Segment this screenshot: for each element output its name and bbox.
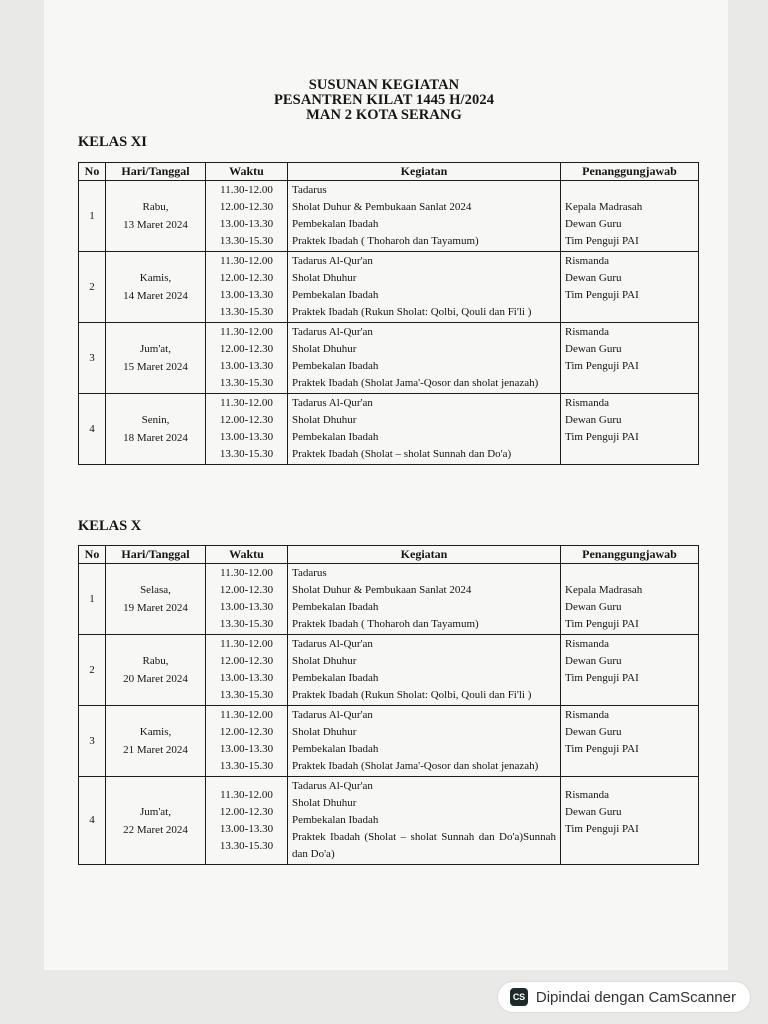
day-date-cell: [106, 564, 206, 635]
header-hari-tanggal: Hari/Tanggal: [106, 163, 206, 181]
time-cell: [206, 181, 288, 252]
time-slot: 11.30-12.00: [220, 255, 273, 267]
row-number: 3: [79, 706, 106, 777]
time-slot: 13.00-13.30: [219, 431, 274, 443]
time-cell: [206, 323, 288, 394]
activity-cell: [288, 252, 561, 323]
activity-item: Praktek Ibadah (Sholat – sholat Sunnah dan Do'a): [292, 448, 512, 460]
activity-item: Sholat Duhur & Pembukaan Sanlat 2024: [292, 201, 472, 213]
header-hari-tanggal: Hari/Tanggal: [106, 546, 206, 564]
activity-item: Sholat Dhuhur: [292, 655, 357, 667]
day-name: Rabu,: [142, 655, 169, 667]
time-cell: [206, 777, 288, 865]
activity-item: Tadarus Al-Qur'an: [292, 255, 373, 267]
activity-item: Praktek Ibadah (Sholat Jama'-Qosor dan sholat jenazah): [292, 760, 539, 772]
date-text: 20 Maret 2024: [123, 673, 188, 685]
header-waktu: Waktu: [206, 546, 288, 564]
pic-item: [565, 565, 694, 582]
time-slot: 12.00-12.30: [219, 201, 274, 213]
day-date-cell: [106, 635, 206, 706]
day-date-cell: [106, 394, 206, 465]
time-slot: 11.30-12.00: [220, 184, 273, 196]
time-slot: 11.30-12.00: [220, 326, 273, 338]
activity-item: Tadarus: [292, 184, 327, 196]
pic-item: [565, 375, 694, 392]
schedule-table-kelas-xi: [78, 162, 699, 465]
row-number: 2: [79, 635, 106, 706]
activity-cell: [288, 777, 561, 865]
activity-item: Sholat Dhuhur: [292, 272, 357, 284]
title-line-2: PESANTREN KILAT 1445 H/2024: [273, 92, 495, 108]
activity-item: Praktek Ibadah (Sholat Jama'-Qosor dan sholat jenazah): [292, 377, 539, 389]
activity-item: Sholat Dhuhur: [292, 343, 357, 355]
time-slot: 11.30-12.00: [220, 788, 273, 801]
pic-item: [565, 758, 694, 775]
time-slot: 13.30-15.30: [219, 448, 274, 460]
pic-item: Dewan Guru: [565, 655, 622, 667]
day-date-cell: [106, 777, 206, 865]
date-text: 18 Maret 2024: [123, 432, 188, 444]
row-number: 3: [79, 323, 106, 394]
document-title: [0, 78, 768, 123]
date-text: 19 Maret 2024: [123, 602, 188, 614]
pic-item: Dewan Guru: [565, 414, 622, 426]
header-kegiatan: Kegiatan: [288, 546, 561, 564]
title-line-1: SUSUNAN KEGIATAN: [308, 77, 460, 93]
section-label-kelas-xi: KELAS XI: [78, 134, 147, 150]
table-row: [79, 323, 699, 394]
header-penanggungjawab: Penanggungjawab: [561, 163, 699, 181]
header-no: No: [79, 546, 106, 564]
time-cell: [206, 635, 288, 706]
row-number: 2: [79, 252, 106, 323]
pic-item: [565, 838, 694, 855]
table-row: [79, 394, 699, 465]
title-line-3: MAN 2 KOTA SERANG: [306, 107, 462, 123]
pic-item: Tim Penguji PAI: [565, 235, 639, 247]
row-number: 1: [79, 181, 106, 252]
row-number: 4: [79, 777, 106, 865]
table-row: [79, 181, 699, 252]
table-row: [79, 564, 699, 635]
day-name: Kamis,: [139, 272, 172, 284]
table-header-row: [79, 546, 699, 564]
activity-item: Praktek Ibadah (Sholat – sholat Sunnah dan Do'a)Sunnah dan Do'a): [292, 831, 556, 860]
pic-item: Dewan Guru: [565, 601, 622, 613]
time-cell: [206, 252, 288, 323]
date-text: 15 Maret 2024: [123, 361, 188, 373]
activity-item: Pembekalan Ibadah: [292, 431, 379, 443]
pic-item: Tim Penguji PAI: [565, 672, 639, 684]
activity-cell: [288, 181, 561, 252]
time-slot: 11.30-12.00: [220, 638, 273, 650]
activity-item: Tadarus Al-Qur'an: [292, 326, 373, 338]
pic-item: Kepala Madrasah: [565, 584, 643, 596]
day-date-cell: [106, 181, 206, 252]
day-date-cell: [106, 323, 206, 394]
time-slot: 13.30-15.30: [219, 235, 274, 247]
pic-item: Kepala Madrasah: [565, 201, 643, 213]
time-slot: 13.30-15.30: [219, 760, 274, 772]
time-slot: 13.00-13.30: [219, 822, 274, 835]
time-slot: 13.30-15.30: [219, 306, 274, 318]
time-slot: 13.30-15.30: [219, 377, 274, 389]
date-text: 13 Maret 2024: [123, 219, 188, 231]
pic-item: Dewan Guru: [565, 343, 622, 355]
activity-item: Tadarus: [292, 567, 327, 579]
pic-cell: [561, 394, 699, 465]
activity-item: Tadarus Al-Qur'an: [292, 397, 373, 409]
table-row: [79, 252, 699, 323]
activity-item: Pembekalan Ibadah: [292, 218, 379, 230]
activity-cell: [288, 394, 561, 465]
pic-cell: [561, 252, 699, 323]
date-text: 14 Maret 2024: [123, 290, 188, 302]
time-slot: 13.30-15.30: [219, 618, 274, 630]
time-cell: [206, 564, 288, 635]
camscanner-watermark: [498, 982, 750, 1012]
header-kegiatan: Kegiatan: [288, 163, 561, 181]
pic-item: Tim Penguji PAI: [565, 360, 639, 372]
pic-item: Rismanda: [565, 638, 609, 650]
activity-item: Sholat Duhur & Pembukaan Sanlat 2024: [292, 584, 472, 596]
activity-item: Tadarus Al-Qur'an: [292, 780, 373, 792]
table-row: [79, 635, 699, 706]
time-slot: 12.00-12.30: [219, 655, 274, 667]
day-name: Jum'at,: [139, 805, 171, 818]
pic-item: Tim Penguji PAI: [565, 618, 639, 630]
activity-item: Praktek Ibadah ( Thoharoh dan Tayamum): [292, 235, 479, 247]
pic-item: [565, 687, 694, 704]
time-slot: 11.30-12.00: [220, 709, 273, 721]
pic-item: Tim Penguji PAI: [565, 431, 639, 443]
pic-item: Dewan Guru: [565, 726, 622, 738]
pic-item: Rismanda: [565, 326, 609, 338]
table-header-row: [79, 163, 699, 181]
time-slot: 11.30-12.00: [220, 567, 273, 579]
watermark-text: Dipindai dengan CamScanner: [535, 988, 736, 1006]
activity-item: Pembekalan Ibadah: [292, 814, 379, 826]
time-slot: 12.00-12.30: [219, 272, 274, 284]
day-name: Selasa,: [140, 584, 171, 596]
schedule-table-kelas-x: [78, 545, 699, 865]
pic-item: Rismanda: [565, 788, 609, 801]
time-slot: 13.00-13.30: [219, 289, 274, 301]
row-number: 4: [79, 394, 106, 465]
activity-item: Sholat Dhuhur: [292, 414, 357, 426]
time-slot: 13.30-15.30: [219, 689, 274, 701]
day-name: Senin,: [141, 414, 170, 426]
time-slot: 12.00-12.30: [219, 343, 274, 355]
pic-item: Dewan Guru: [565, 272, 622, 284]
header-waktu: Waktu: [206, 163, 288, 181]
pic-item: Tim Penguji PAI: [565, 743, 639, 755]
pic-item: Tim Penguji PAI: [565, 822, 639, 835]
activity-cell: [288, 635, 561, 706]
pic-cell: [561, 323, 699, 394]
time-slot: 13.00-13.30: [219, 360, 274, 372]
time-cell: [206, 706, 288, 777]
activity-cell: [288, 706, 561, 777]
time-slot: 13.30-15.30: [219, 839, 274, 852]
camscanner-icon: CS: [510, 988, 528, 1006]
activity-item: Pembekalan Ibadah: [292, 672, 379, 684]
pic-item: Dewan Guru: [565, 805, 622, 818]
table-row: [79, 706, 699, 777]
header-no: No: [79, 163, 106, 181]
activity-item: Tadarus Al-Qur'an: [292, 709, 373, 721]
activity-item: Sholat Dhuhur: [292, 797, 357, 809]
section-label-kelas-x: KELAS X: [78, 518, 142, 534]
pic-item: [565, 182, 694, 199]
activity-item: Sholat Dhuhur: [292, 726, 357, 738]
pic-cell: [561, 706, 699, 777]
pic-cell: [561, 564, 699, 635]
activity-item: Praktek Ibadah (Rukun Sholat: Qolbi, Qouli dan Fi'li ): [292, 689, 532, 701]
date-text: 22 Maret 2024: [123, 823, 188, 836]
time-slot: 12.00-12.30: [219, 414, 274, 426]
time-slot: 11.30-12.00: [220, 397, 273, 409]
time-slot: 12.00-12.30: [219, 805, 274, 818]
activity-cell: [288, 323, 561, 394]
activity-item: Praktek Ibadah (Rukun Sholat: Qolbi, Qouli dan Fi'li ): [292, 306, 532, 318]
date-text: 21 Maret 2024: [123, 744, 188, 756]
pic-cell: [561, 181, 699, 252]
time-slot: 12.00-12.30: [219, 726, 274, 738]
pic-cell: [561, 777, 699, 865]
pic-item: [565, 446, 694, 463]
pic-item: Dewan Guru: [565, 218, 622, 230]
pic-item: Rismanda: [565, 709, 609, 721]
row-number: 1: [79, 564, 106, 635]
time-slot: 13.00-13.30: [219, 743, 274, 755]
activity-item: Tadarus Al-Qur'an: [292, 638, 373, 650]
day-date-cell: [106, 252, 206, 323]
day-name: Kamis,: [139, 726, 172, 738]
activity-item: Praktek Ibadah ( Thoharoh dan Tayamum): [292, 618, 479, 630]
day-date-cell: [106, 706, 206, 777]
time-slot: 13.00-13.30: [219, 218, 274, 230]
day-name: Rabu,: [142, 201, 169, 213]
header-penanggungjawab: Penanggungjawab: [561, 546, 699, 564]
time-cell: [206, 394, 288, 465]
day-name: Jum'at,: [139, 343, 171, 355]
activity-item: Pembekalan Ibadah: [292, 743, 379, 755]
activity-item: Pembekalan Ibadah: [292, 289, 379, 301]
pic-item: Rismanda: [565, 397, 609, 409]
pic-item: Rismanda: [565, 255, 609, 267]
time-slot: 13.00-13.30: [219, 672, 274, 684]
pic-cell: [561, 635, 699, 706]
pic-item: [565, 304, 694, 321]
time-slot: 13.00-13.30: [219, 601, 274, 613]
pic-item: Tim Penguji PAI: [565, 289, 639, 301]
activity-item: Pembekalan Ibadah: [292, 360, 379, 372]
activity-cell: [288, 564, 561, 635]
activity-item: Pembekalan Ibadah: [292, 601, 379, 613]
table-row: [79, 777, 699, 865]
time-slot: 12.00-12.30: [219, 584, 274, 596]
